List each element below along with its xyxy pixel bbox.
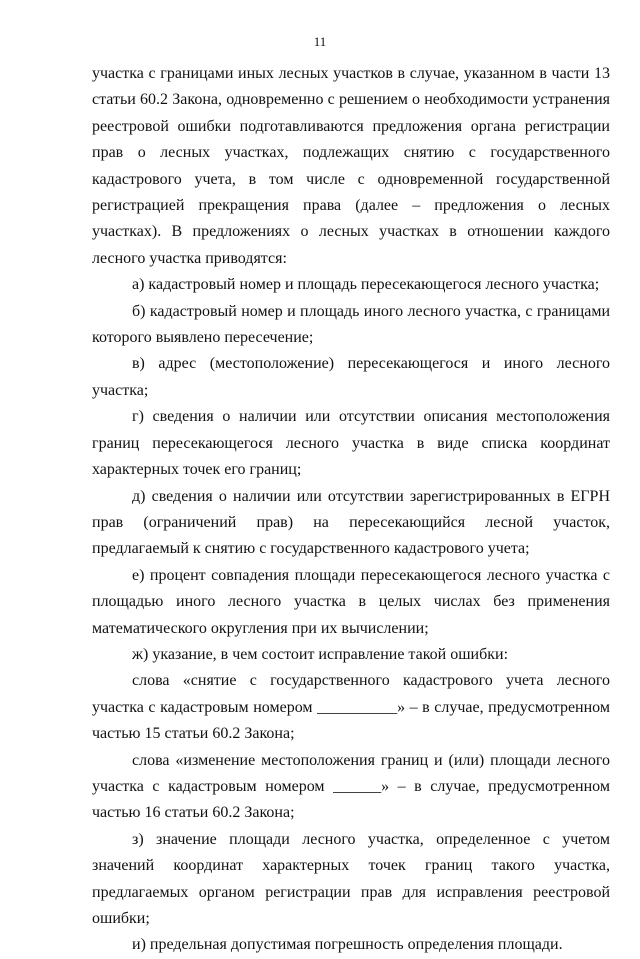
list-item-zh: ж) указание, в чем состоит исправление такой ошибки: xyxy=(132,645,509,663)
list-item-a: а) кадастровый номер и площадь пересекающегося лесного участка; xyxy=(132,276,600,294)
list-item-z: з) значение площади лесного участка, определенное с учетом значений координат характерных точек границ такого участка, предлагаемых органом регистрации прав для исправления реестровой ошибки; xyxy=(92,830,610,927)
list-item-v: в) адрес (местоположение) пересекающегося и иного лесного участка; xyxy=(92,355,610,399)
list-item-e: е) процент совпадения площади пересекающегося лесного участка с площадью иного лесного участка в целых числах без применения математического округления при их вычислении; xyxy=(92,566,610,637)
list-item-i: и) предельная допустимая погрешность определения площади. xyxy=(132,936,563,954)
list-item-d: д) сведения о наличии или отсутствии зарегистрированных в ЕГРН прав (ограничений прав) на пересекающийся лесной участок, предлагаемый к снятию с государственного кадастрового учета; xyxy=(92,487,610,558)
wording-removal: слова «снятие с государственного кадастрового учета лесного участка с кадастровым номером __________» – в случае, предусмотренном частью 15 статьи 60.2 Закона; xyxy=(92,672,610,743)
wording-change: слова «изменение местоположения границ и (или) площади лесного участка с кадастровым номером ______» – в случае, предусмотренном частью 16 статьи 60.2 Закона; xyxy=(92,751,610,822)
page-number: 11 xyxy=(313,34,327,49)
list-item-b: б) кадастровый номер и площадь иного лесного участка, с границами которого выявлено пересечение; xyxy=(92,302,610,347)
paragraph-continuation: участка с границами иных лесных участков в случае, указанном в части 13 статьи 60.2 Закона, одновременно с решением о необходимости устранения реестровой ошибки подготавливаются предложения органа регистрации прав о лесных участках, подлежащих снятию с государственного кадастрового учета, в том числе с одновременной государственной регистрацией прекращения права (далее – предложения о лесных участках). В предложениях о лесных участках в отношении каждого лесного участка приводятся: xyxy=(92,65,610,267)
list-item-g: г) сведения о наличии или отсутствии описания местоположения границ пересекающегося лесного участка в виде списка координат характерных точек его границ; xyxy=(92,408,610,479)
document-body xyxy=(92,61,610,959)
